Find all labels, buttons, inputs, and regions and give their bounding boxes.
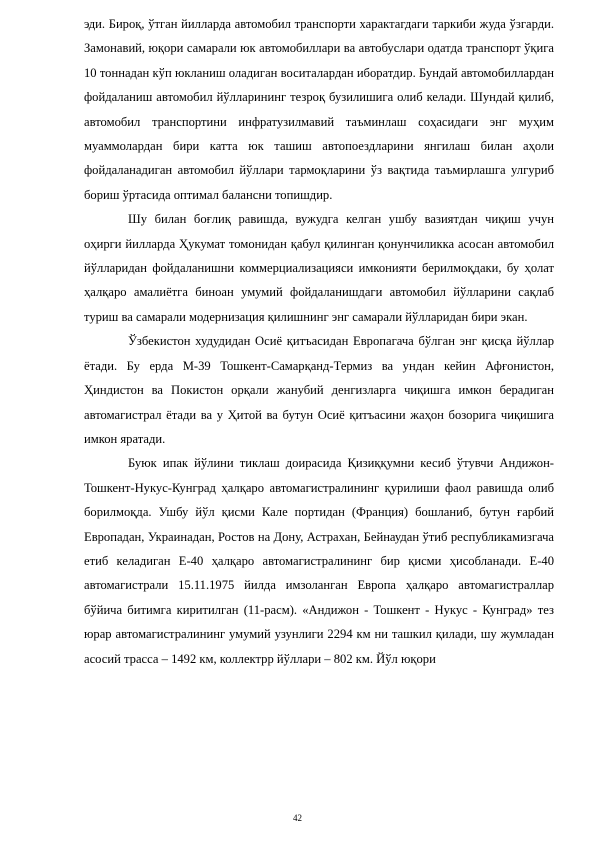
paragraph-4: Буюк ипак йўлини тиклаш доирасида Қизиққумни кесиб ўтувчи Андижон-Тошкент-Нукус-Кунград ҳалқаро автомагистралининг қурилиши фаол равишда олиб борилмоқда. Ушбу йўл қисми Кале портидан (Франция) бошланиб, бутун ғарбий Европадан, Украинадан, Ростов на Дону, Астрахан, Бейнаудан ўтиб республикамизгача етиб келадиган Е-40 ҳалқаро автомагистралининг бир қисми ҳисобланади. Е-40 автомагистрали 15.11.1975 йилда имзоланган Европа ҳалқаро автомагистраллар бўйича битимга киритилган (11-расм). «Андижон - Тошкент - Нукус - Кунград» тез юрар автомагистралининг умумий узунлиги 2294 км ни ташкил қилади, шу жумладан асосий трасса – 1492 км, коллектрр йўллари – 802 км. Йўл юқори [84,456,554,666]
page-number: 42 [293,813,302,823]
paragraph-3: Ўзбекистон худудидан Осиё қитъасидан Европагача бўлган энг қисқа йўллар ётади. Бу ерда М-39 Тошкент-Самарқанд-Термиз ва ундан кейин Афғонистон, Ҳиндистон ва Покистон орқали жанубий денгизларга чиқишга имкон берадиган автомагистрал ётади ва у Ҳитой ва бутун Осиё қитъасини жаҳон бозорига чиқишига имкон яратади. [84,334,554,446]
body-text [84,12,554,671]
paragraph-1: эди. Бироқ, ўтган йилларда автомобил транспорти характагдаги таркиби жуда ўзгарди. Замонавий, юқори самарали юк автомобиллари ва автобуслари одатда транспорт ўқига 10 тоннадан кўп юкланиш оладиган воситалардан иборатдир. Бундай автомобиллардан фойдаланиш автомобил йўлларининг тезроқ бузилишига олиб келади. Шундай қилиб, автомобил транспортини инфратузилмавий таъминлаш соҳасидаги энг муҳим муаммолардан бири катта юк ташиш автопоездларини янгилаш билан аҳоли фойдаланадиган автомобил йўллари тармоқларини ўз вақтида таъмирлашга улгуриб бориш ўртасида оптимал балансни топишдир. [84,17,554,202]
paragraph-2: Шу билан боғлиқ равишда, вужудга келган ушбу вазиятдан чиқиш учун оҳирги йилларда Ҳукумат томонидан қабул қилинган қонунчиликка асосан автомобил йўлларидан фойдаланишни коммерциализацияси имконияти берилмоқдаки, бу ҳолат ҳалқаро амалиётга биноан умумий фойдаланишдаги автомобил йўлларини сақлаб туриш ва самарали модернизация қилишнинг энг самарали йўлларидан бири экан. [84,212,554,324]
